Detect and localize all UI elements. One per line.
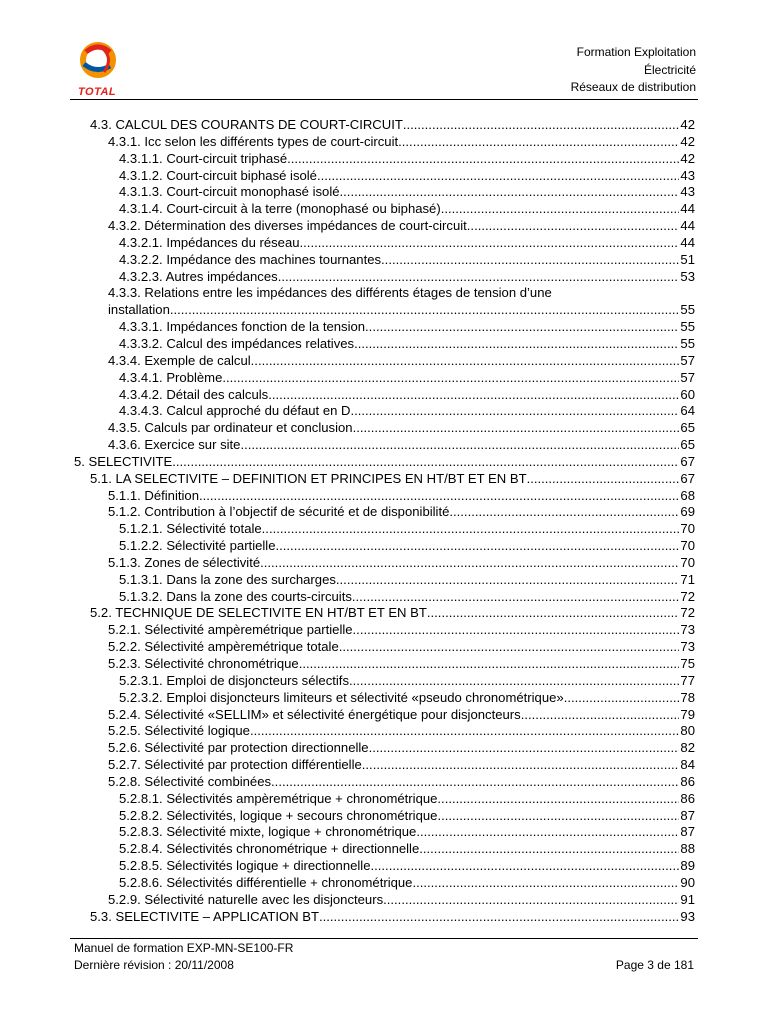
toc-entry-title: 5.2.7. Sélectivité par protection différentielle (108, 757, 362, 773)
toc-leader-dots (319, 909, 679, 926)
toc-leader-dots (398, 134, 679, 151)
toc-entry[interactable] (74, 589, 695, 606)
toc-entry-title: 4.3.1. Icc selon les différents types de court-circuit (108, 133, 399, 149)
toc-leader-dots (276, 538, 680, 555)
toc-entry-page: 70 (680, 521, 695, 537)
footer-page-number: Page 3 de 181 (615, 958, 694, 972)
toc-leader-dots (170, 302, 680, 319)
toc-entry-page: 71 (680, 571, 695, 587)
toc-leader-dots (199, 488, 679, 505)
toc-entry[interactable] (74, 808, 695, 825)
toc-leader-dots (369, 740, 680, 757)
toc-entry[interactable] (74, 269, 695, 286)
toc-entry-page: 42 (680, 117, 695, 132)
toc-leader-dots (403, 117, 680, 134)
toc-entry-title: 5.1. LA SELECTIVITE – DEFINITION ET PRINCIPES EN HT/BT ET EN BT (90, 470, 527, 486)
toc-leader-dots (260, 555, 679, 572)
toc-entry-title: 5.2.5. Sélectivité logique (108, 723, 250, 739)
toc-entry-title: 4.3.4.1. Problème (119, 369, 223, 385)
toc-entry-title: 4.3.3.1. Impédances fonction de la tension (119, 319, 366, 335)
toc-entry-title: 5.2. TECHNIQUE DE SELECTIVITE EN HT/BT ET EN BT (90, 605, 427, 621)
toc-entry-page: 79 (680, 706, 695, 722)
toc-leader-dots (299, 656, 680, 673)
toc-entry-page: 88 (680, 841, 695, 857)
toc-leader-dots (467, 218, 680, 235)
toc-entry[interactable] (74, 572, 695, 589)
footer-info (74, 940, 293, 974)
toc-leader-dots (240, 437, 679, 454)
toc-entry-title: 5.2.8.2. Sélectivités, logique + secours chronométrique (119, 807, 438, 823)
toc-entry-title: 5.1.3.2. Dans la zone des courts-circuits (119, 588, 352, 604)
toc-entry-page: 91 (680, 891, 695, 907)
toc-leader-dots (339, 639, 680, 656)
toc-entry-page: 72 (680, 588, 695, 604)
toc-entry-page: 87 (680, 807, 695, 823)
toc-leader-dots (449, 504, 679, 521)
toc-entry[interactable] (74, 555, 695, 572)
toc-entry-page: 67 (680, 470, 695, 486)
toc-leader-dots (250, 723, 679, 740)
toc-entry-page: 72 (680, 605, 695, 621)
toc-entry-page: 67 (680, 453, 695, 469)
toc-entry-page: 73 (680, 622, 695, 638)
toc-entry[interactable] (74, 757, 695, 774)
toc-entry-page: 90 (680, 874, 695, 890)
toc-entry-title: 5.2.8.4. Sélectivités chronométrique + directionnelle (119, 841, 420, 857)
toc-entry-page: 65 (680, 420, 695, 436)
toc-entry[interactable] (74, 605, 695, 622)
toc-entry-title: 5.1.3.1. Dans la zone des surcharges (119, 571, 336, 587)
toc-leader-dots (365, 319, 679, 336)
toc-entry-page: 55 (680, 319, 695, 335)
toc-entry-page: 51 (680, 251, 695, 267)
toc-entry[interactable] (74, 774, 695, 791)
toc-entry[interactable] (74, 656, 695, 673)
toc-entry-title: 5.2.8. Sélectivité combinées (108, 773, 272, 789)
toc-leader-dots (416, 824, 679, 841)
total-logo (74, 40, 122, 100)
toc-leader-dots (300, 235, 680, 252)
toc-entry-title: 4.3.1.3. Court-circuit monophasé isolé (119, 184, 340, 200)
toc-entry-title: 5.2.3.2. Emploi disjoncteurs limiteurs et sélectivité «pseudo chronométrique» (119, 689, 564, 705)
toc-leader-dots (251, 353, 680, 370)
toc-leader-dots (352, 589, 680, 606)
toc-entry[interactable] (74, 285, 695, 302)
toc-entry-title: 5.1.2.2. Sélectivité partielle (119, 538, 276, 554)
toc-entry[interactable] (74, 841, 695, 858)
header-line-2: Électricité (643, 62, 696, 77)
toc-entry[interactable] (74, 723, 695, 740)
toc-leader-dots (371, 858, 680, 875)
toc-leader-dots (527, 471, 680, 488)
toc-entry[interactable] (74, 504, 695, 521)
toc-entry-page: 44 (680, 218, 695, 234)
toc-entry-page: 43 (680, 167, 695, 183)
toc-entry-page: 86 (680, 790, 695, 806)
toc-entry[interactable] (74, 117, 695, 134)
toc-leader-dots (564, 690, 680, 707)
toc-entry-page: 89 (680, 858, 695, 874)
toc-entry-title: 4.3.1.2. Court-circuit biphasé isolé (119, 167, 317, 183)
header-line-1: Formation Exploitation (576, 45, 696, 59)
toc-entry-title: 5.2.8.1. Sélectivités ampèremétrique + chronométrique (119, 790, 438, 806)
toc-entry-page: 77 (680, 672, 695, 688)
toc-entry[interactable] (74, 437, 695, 454)
toc-entry-title: 4.3.2.3. Autres impédances (119, 268, 278, 284)
toc-entry-title: 5.2.1. Sélectivité ampèremétrique partielle (108, 622, 353, 638)
toc-entry-title: 5.2.2. Sélectivité ampèremétrique totale (108, 639, 339, 655)
toc-leader-dots (419, 841, 679, 858)
toc-entry-page: 64 (680, 403, 695, 419)
toc-entry-page: 69 (680, 504, 695, 520)
toc-entry-title: 5.2.8.6. Sélectivités différentielle + chronométrique (119, 874, 413, 890)
toc-leader-dots (271, 774, 679, 791)
toc-entry-page: 80 (680, 723, 695, 739)
toc-leader-dots (353, 622, 680, 639)
toc-entry-title: 4.3.1.1. Court-circuit triphasé (119, 150, 288, 166)
toc-entry[interactable] (74, 454, 695, 471)
toc-entry-title: 4.3.3.2. Calcul des impédances relatives (119, 335, 355, 351)
toc-entry-title: 5.1.2.1. Sélectivité totale (119, 521, 262, 537)
toc-entry[interactable] (74, 673, 695, 690)
header-line-3: Réseaux de distribution (570, 80, 696, 94)
toc-entry-title: 4.3.2.2. Impédance des machines tournantes (119, 251, 382, 267)
toc-entry[interactable] (74, 370, 695, 387)
footer-divider (70, 938, 698, 939)
toc-entry-page: 53 (680, 268, 695, 284)
toc-leader-dots (336, 572, 680, 589)
toc-leader-dots (437, 808, 679, 825)
toc-entry-title: 5.2.3.1. Emploi de disjoncteurs sélectifs (119, 672, 349, 688)
toc-leader-dots (349, 673, 679, 690)
toc-entry[interactable] (74, 707, 695, 724)
toc-leader-dots (381, 252, 679, 269)
toc-leader-dots (412, 875, 679, 892)
toc-entry-page: 65 (680, 437, 695, 453)
toc-entry[interactable] (74, 639, 695, 656)
toc-leader-dots (350, 403, 679, 420)
toc-entry-page: 78 (680, 689, 695, 705)
toc-entry[interactable] (74, 471, 695, 488)
toc-entry-title: 4.3.2.1. Impédances du réseau (119, 234, 300, 250)
logo-text: TOTAL (78, 86, 117, 98)
toc-entry-title: 5.2.8.3. Sélectivité mixte, logique + chronométrique (119, 824, 417, 840)
toc-entry-page: 82 (680, 740, 695, 756)
toc-entry-page: 75 (680, 656, 695, 671)
toc-entry-title: 4.3.2. Détermination des diverses impédances de court-circuit (108, 218, 467, 234)
toc-entry-page: 42 (680, 133, 695, 149)
toc-entry-title: 5.2.9. Sélectivité naturelle avec les disjoncteurs (108, 891, 384, 907)
toc-leader-dots (287, 151, 679, 168)
toc-leader-dots (441, 201, 680, 218)
toc-entry-title: 4.3. CALCUL DES COURANTS DE COURT-CIRCUIT (90, 117, 403, 132)
toc-entry-title: 4.3.1.4. Court-circuit à la terre (monophasé ou biphasé) (119, 201, 441, 217)
toc-entry[interactable] (74, 909, 695, 926)
toc-entry-page: 70 (680, 554, 695, 570)
toc-entry[interactable] (74, 235, 695, 252)
toc-entry[interactable] (74, 892, 695, 909)
toc-entry[interactable] (74, 521, 695, 538)
toc-entry-title: 4.3.4.2. Détail des calculs (119, 386, 269, 402)
toc-entry-page: 44 (680, 234, 695, 250)
toc-leader-dots (222, 370, 679, 387)
toc-entry-page: 42 (680, 150, 695, 166)
toc-entry-page: 84 (680, 757, 695, 773)
toc-leader-dots (521, 707, 680, 724)
toc-entry[interactable] (74, 134, 695, 151)
toc-entry-page: 93 (680, 908, 695, 924)
toc-entry-page: 86 (680, 773, 695, 789)
toc-leader-dots (340, 184, 680, 201)
toc-entry-title: 5.1.3. Zones de sélectivité (108, 554, 261, 570)
toc-entry[interactable] (74, 791, 695, 808)
toc-entry-title: 5.2.3. Sélectivité chronométrique (108, 656, 299, 671)
toc-entry[interactable] (74, 336, 695, 353)
toc-entry-title: 4.3.4.3. Calcul approché du défaut en D (119, 403, 351, 419)
toc-entry[interactable] (74, 151, 695, 168)
toc-entry-page: 57 (680, 352, 695, 368)
toc-leader-dots (268, 387, 679, 404)
toc-entry[interactable] (74, 403, 695, 420)
toc-entry[interactable] (74, 740, 695, 757)
toc-leader-dots (427, 605, 680, 622)
toc-leader-dots (353, 420, 680, 437)
toc-entry[interactable] (74, 875, 695, 892)
toc-entry[interactable] (74, 858, 695, 875)
toc-entry-page: 43 (680, 184, 695, 200)
toc-entry-title: 5.2.6. Sélectivité par protection directionnelle (108, 740, 369, 756)
toc-entry[interactable] (74, 184, 695, 201)
toc-entry[interactable] (74, 538, 695, 555)
toc-entry[interactable] (74, 420, 695, 437)
toc-leader-dots (278, 269, 680, 286)
toc-entry-title: 5.1.1. Définition (108, 487, 199, 503)
toc-entry[interactable] (74, 252, 695, 269)
toc-entry-page: 44 (680, 201, 695, 217)
toc-entry-page: 55 (680, 302, 695, 318)
toc-entry-title: 4.3.4. Exemple de calcul (108, 352, 251, 368)
toc-entry-page: 55 (680, 335, 695, 351)
toc-entry[interactable] (74, 488, 695, 505)
toc-entry[interactable] (74, 690, 695, 707)
toc-entry[interactable] (74, 824, 695, 841)
header-divider (70, 99, 698, 100)
toc-entry[interactable] (74, 387, 695, 404)
toc-leader-dots (317, 168, 679, 185)
toc-entry[interactable] (74, 201, 695, 218)
toc-entry-title: 4.3.6. Exercice sur site (108, 437, 241, 453)
footer-manual: Manuel de formation EXP-MN-SE100-FR (74, 941, 294, 955)
toc-entry-page: 73 (680, 639, 695, 655)
header-info (571, 44, 696, 97)
footer-revision: Dernière révision : 20/11/2008 (74, 958, 234, 972)
toc-leader-dots (172, 454, 679, 471)
toc-leader-dots (262, 521, 680, 538)
table-of-contents (74, 117, 695, 926)
toc-entry-title: 5.2.4. Sélectivité «SELLIM» et sélectivité énergétique pour disjoncteurs (108, 706, 521, 722)
toc-entry[interactable] (74, 319, 695, 336)
toc-entry-title: 5.3. SELECTIVITE – APPLICATION BT (90, 908, 319, 924)
toc-entry-title: 4.3.5. Calculs par ordinateur et conclusion (108, 420, 353, 436)
toc-entry[interactable] (74, 168, 695, 185)
toc-entry[interactable] (74, 353, 695, 370)
toc-leader-dots (354, 336, 679, 353)
toc-entry-page: 57 (680, 369, 695, 385)
toc-entry-title: 5. SELECTIVITE (74, 453, 173, 469)
toc-entry-title: installation (108, 302, 170, 318)
toc-entry-page: 70 (680, 538, 695, 554)
toc-entry-title: 5.2.8.5. Sélectivités logique + directionnelle (119, 858, 371, 874)
toc-entry-title: 4.3.3. Relations entre les impédances des différents étages de tension d’une (108, 285, 552, 301)
toc-entry-title: 5.1.2. Contribution à l’objectif de sécurité et de disponibilité (108, 504, 450, 520)
toc-entry-page: 87 (680, 824, 695, 840)
toc-leader-dots (362, 757, 680, 774)
toc-entry[interactable] (74, 622, 695, 639)
toc-entry[interactable] (74, 218, 695, 235)
toc-leader-dots (437, 791, 679, 808)
toc-entry[interactable] (74, 302, 695, 319)
toc-entry-page: 60 (680, 386, 695, 402)
toc-entry-page: 68 (680, 487, 695, 503)
toc-leader-dots (383, 892, 679, 909)
